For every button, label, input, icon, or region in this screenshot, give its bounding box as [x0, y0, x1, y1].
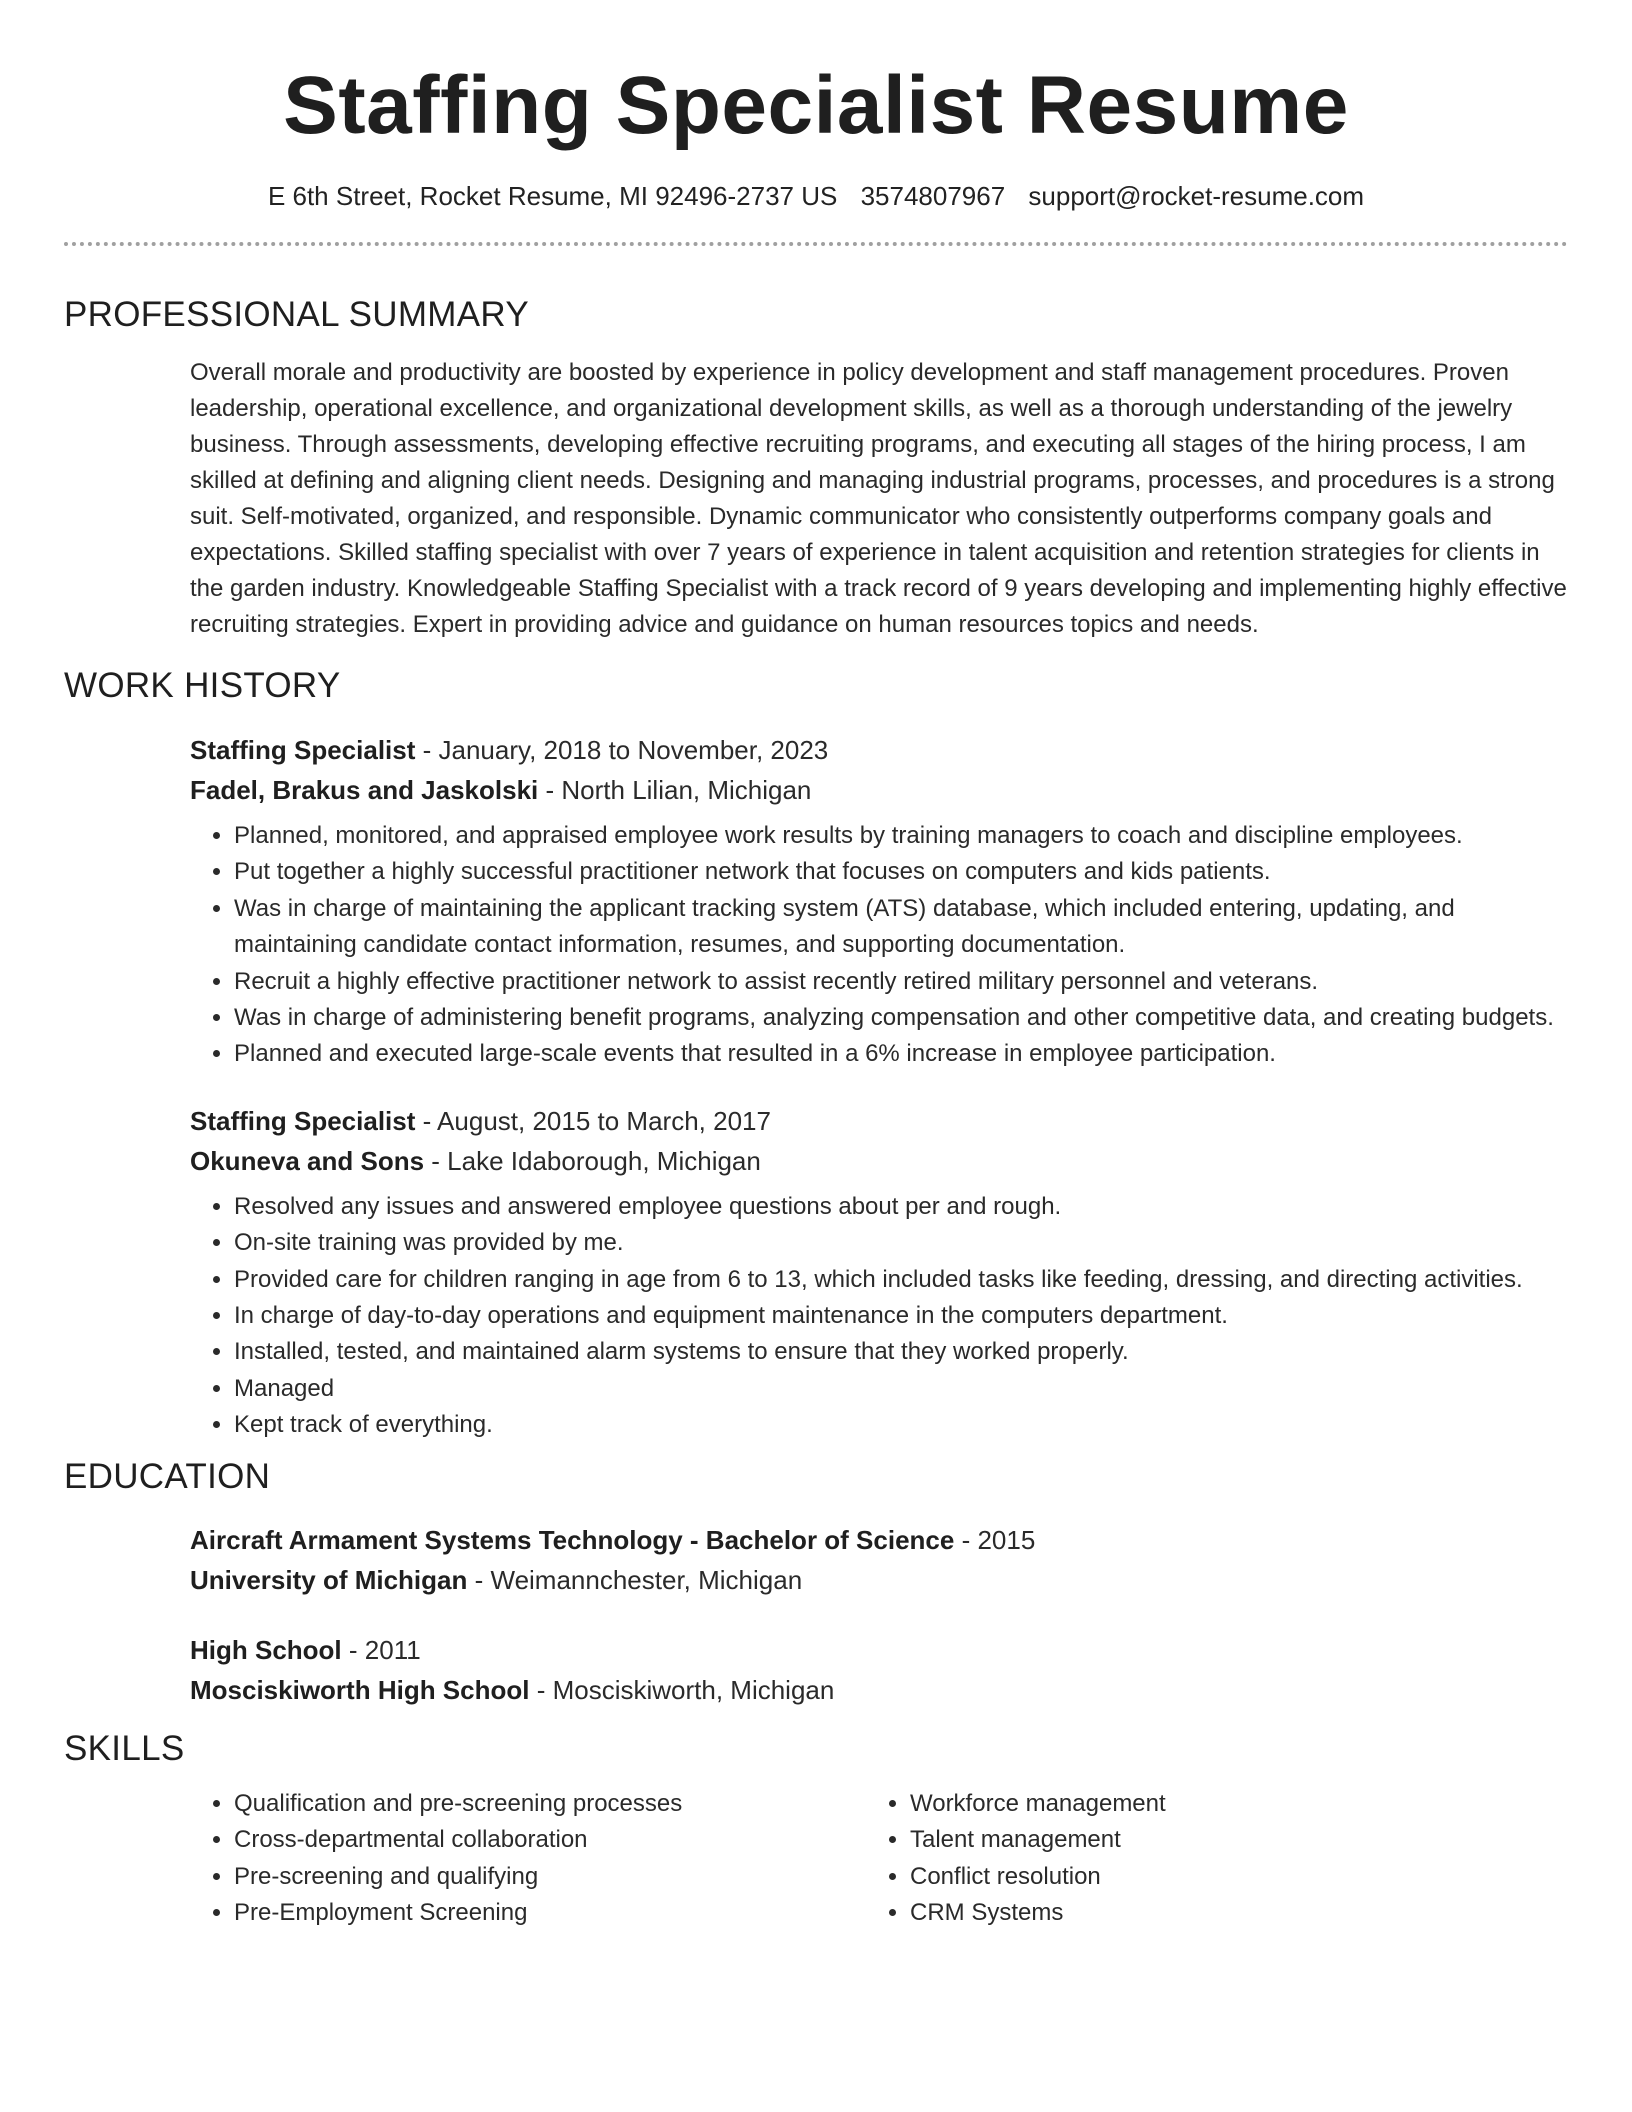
skill-item: • Qualification and pre-screening processes	[234, 1786, 866, 1822]
degree-line	[190, 1630, 1568, 1670]
school: University of Michigan	[190, 1564, 468, 1595]
list-item: • In charge of day-to-day operations and equipment maintenance in the computers department.	[234, 1298, 1568, 1334]
list-item: • Planned and executed large-scale events that resulted in a 6% increase in employee participation.	[234, 1036, 1568, 1072]
job-bullets	[190, 1189, 1568, 1444]
education-section	[64, 1520, 1568, 1710]
school-line	[190, 1670, 1568, 1710]
degree-year: - 2011	[341, 1634, 421, 1665]
job-entry	[190, 1101, 1568, 1444]
work-history-heading: WORK HISTORY	[64, 666, 341, 705]
summary-heading: PROFESSIONAL SUMMARY	[64, 295, 529, 334]
summary-section	[64, 355, 1568, 643]
job-entry	[190, 730, 1568, 1073]
skills-column-right	[866, 1786, 1542, 1932]
education-entry	[190, 1630, 1568, 1710]
skill-item: • CRM Systems	[910, 1895, 1542, 1931]
resume-title: Staffing Specialist Resume	[283, 60, 1349, 151]
education-entry	[190, 1520, 1568, 1600]
job-company: Fadel, Brakus and Jaskolski	[190, 775, 539, 805]
list-item: • Resolved any issues and answered employee questions about per and rough.	[234, 1189, 1568, 1225]
list-item: • Kept track of everything.	[234, 1407, 1568, 1443]
skill-item: • Workforce management	[910, 1786, 1542, 1822]
degree-year: - 2015	[954, 1524, 1036, 1555]
job-title-line	[190, 1101, 1568, 1141]
education-heading: EDUCATION	[64, 1456, 271, 1496]
job-title: Staffing Specialist	[190, 735, 416, 765]
skill-item: • Pre-screening and qualifying	[234, 1859, 866, 1895]
list-item: • Was in charge of maintaining the applicant tracking system (ATS) database, which included entering, updating, and maintaining candidate contact information, resumes, and supporting documentation.	[234, 891, 1568, 964]
contact-email[interactable]: support@rocket-resume.com	[1028, 181, 1365, 211]
job-location: - Lake Idaborough, Michigan	[424, 1145, 761, 1176]
list-item: • Was in charge of administering benefit programs, analyzing compensation and other competitive data, and creating budgets.	[234, 1000, 1568, 1036]
list-item: • Planned, monitored, and appraised employee work results by training managers to coach and discipline employees.	[234, 818, 1568, 854]
school: Mosciskiworth High School	[190, 1674, 530, 1705]
list-item: • Recruit a highly effective practitioner network to assist recently retired military personnel and veterans.	[234, 964, 1568, 1000]
job-company-line	[190, 1141, 1568, 1181]
list-item: • Managed	[234, 1371, 1568, 1407]
job-location: - North Lilian, Michigan	[538, 775, 812, 805]
job-company-line	[190, 770, 1568, 810]
skills-grid	[190, 1786, 1568, 1932]
skills-heading: SKILLS	[64, 1728, 185, 1768]
header-divider	[64, 242, 1568, 246]
job-company: Okuneva and Sons	[190, 1145, 425, 1176]
list-item: • On-site training was provided by me.	[234, 1225, 1568, 1261]
skill-item: • Cross-departmental collaboration	[234, 1822, 866, 1858]
skills-section	[64, 1786, 1568, 1932]
skills-column-left	[190, 1786, 866, 1932]
list-item: • Put together a highly successful practitioner network that focuses on computers and kids patients.	[234, 854, 1568, 890]
school-line	[190, 1560, 1568, 1600]
job-title-line	[190, 730, 1568, 770]
degree-line	[190, 1520, 1568, 1560]
work-history-section	[64, 730, 1568, 1444]
contact-phone: 3574807967	[860, 181, 1006, 211]
job-title: Staffing Specialist	[190, 1105, 416, 1136]
skill-item: • Talent management	[910, 1822, 1542, 1858]
list-item: • Installed, tested, and maintained alarm systems to ensure that they worked properly.	[234, 1334, 1568, 1370]
school-location: - Weimannchester, Michigan	[467, 1564, 803, 1595]
job-dates: - January, 2018 to November, 2023	[415, 735, 829, 765]
skill-item: • Conflict resolution	[910, 1859, 1542, 1895]
list-item: • Provided care for children ranging in age from 6 to 13, which included tasks like feeding, dressing, and directing activities.	[234, 1262, 1568, 1298]
summary-text: Overall morale and productivity are boosted by experience in policy development and staff management procedures. Proven leadership, operational excellence, and organizational development skills, as well as a thorough understanding of the jewelry business. Through assessments, developing effective recruiting programs, and executing all stages of the hiring process, I am skilled at defining and aligning client needs. Designing and managing industrial programs, processes, and procedures is a strong suit. Self-motivated, organized, and responsible. Dynamic communicator who consistently outperforms company goals and expectations. Skilled staffing specialist with over 7 years of experience in talent acquisition and retention strategies for clients in the garden industry. Knowledgeable Staffing Specialist with a track record of 9 years developing and implementing highly effective recruiting strategies. Expert in providing advice and guidance on human resources topics and needs.	[190, 359, 1567, 638]
job-bullets	[190, 818, 1568, 1073]
contact-line	[64, 180, 1568, 212]
degree: Aircraft Armament Systems Technology - Bachelor of Science	[190, 1524, 955, 1555]
job-dates: - August, 2015 to March, 2017	[415, 1105, 771, 1136]
skill-item: • Pre-Employment Screening	[234, 1895, 866, 1931]
school-location: - Mosciskiworth, Michigan	[529, 1674, 835, 1705]
contact-address: E 6th Street, Rocket Resume, MI 92496-2737 US	[267, 181, 838, 211]
degree: High School	[190, 1634, 342, 1665]
